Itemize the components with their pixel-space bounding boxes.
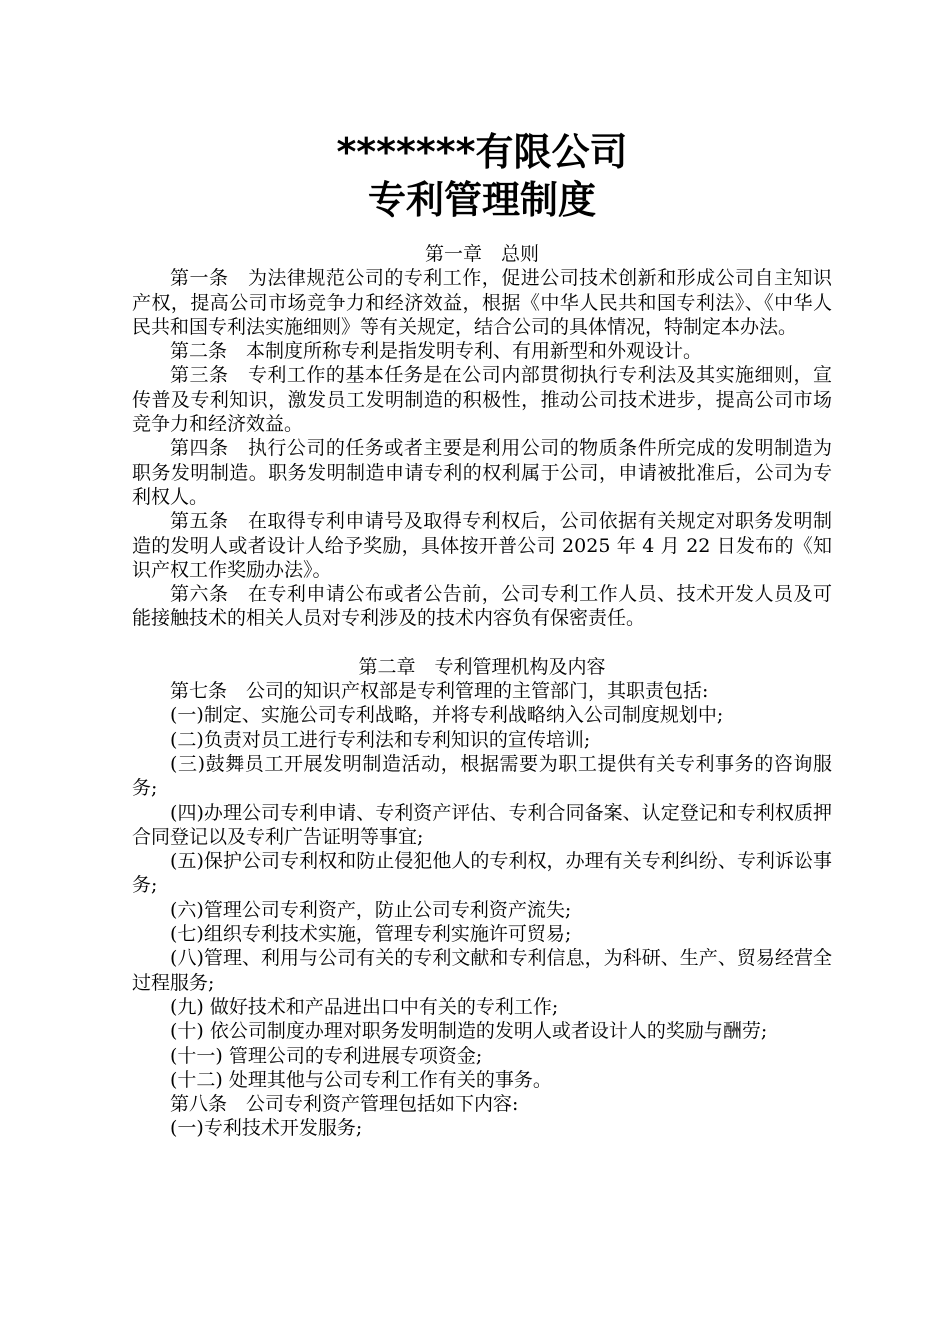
article-7-item: (九) 做好技术和产品进出口中有关的专利工作; [170, 995, 559, 1018]
article-7-item: (二)负责对员工进行专利法和专利知识的宣传培训; [170, 728, 591, 751]
article-7-item: (十) 依公司制度办理对职务发明制造的发明人或者设计人的奖励与酬劳; [170, 1020, 768, 1043]
article-7-item: (五)保护公司专利权和防止侵犯他人的专利权，办理有关专利纠纷、专利诉讼事务; [132, 850, 832, 897]
article-7-item: (四)办理公司专利申请、专利资产评估、专利合同备案、认定登记和专利权质押合同登记以及专利广告证明等事宜; [132, 801, 832, 848]
article-8: 第八条 公司专利资产管理包括如下内容: [170, 1093, 519, 1116]
article-7-item: (七)组织专利技术实施，管理专利实施许可贸易; [170, 923, 572, 946]
article-7-item: (六)管理公司专利资产，防止公司专利资产流失; [170, 898, 572, 921]
article-7-item: (十一) 管理公司的专利进展专项资金; [170, 1044, 483, 1067]
article-7-item: (十二) 处理其他与公司专利工作有关的事务。 [170, 1068, 552, 1091]
article-7: 第七条 公司的知识产权部是专利管理的主管部门，其职责包括: [170, 680, 709, 703]
document-body [132, 128, 832, 1141]
article-7-item: (八)管理、利用与公司有关的专利文献和专利信息，为科研、生产、贸易经营全过程服务; [132, 947, 832, 994]
article-7-item: (一)制定、实施公司专利战略，并将专利战略纳入公司制度规划中; [170, 704, 724, 727]
article-5: 第五条 在取得专利申请号及取得专利权后，公司依据有关规定对职务发明制造的发明人或者设计人给予奖励，具体按开普公司 2025 年 4 月 22 日发布的《知识产权工作奖励办法》。 [132, 510, 832, 581]
article-1: 第一条 为法律规范公司的专利工作，促进公司技术创新和形成公司自主知识产权，提高公司市场竞争力和经济效益，根据《中华人民共和国专利法》、《中华人民共和国专利法实施细则》等有关规定，结合公司的具体情况，特制定本办法。 [132, 267, 832, 338]
company-title: *******有限公司 [336, 130, 628, 174]
article-8-item: (一)专利技术开发服务; [170, 1117, 363, 1140]
article-7-item: (三)鼓舞员工开展发明制造活动，根据需要为职工提供有关专利事务的咨询服务; [132, 752, 832, 800]
article-4: 第四条 执行公司的任务或者主要是利用公司的物质条件所完成的发明制造为职务发明制造。职务发明制造申请专利的权利属于公司，申请被批准后，公司为专利权人。 [132, 437, 832, 508]
article-2: 第二条 本制度所称专利是指发明专利、有用新型和外观设计。 [170, 340, 703, 363]
article-3: 第三条 专利工作的基本任务是在公司内部贯彻执行专利法及其实施细则，宣传普及专利知识，激发员工发明制造的积极性，推动公司技术进步，提高公司市场竞争力和经济效益。 [132, 364, 832, 436]
chapter-1-heading: 第一章 总则 [424, 243, 539, 265]
chapter-2-heading: 第二章 专利管理机构及内容 [358, 655, 606, 678]
article-6: 第六条 在专利申请公布或者公告前，公司专利工作人员、技术开发人员及可能接触技术的相关人员对专利涉及的技术内容负有保密责任。 [132, 583, 832, 630]
document-title: 专利管理制度 [367, 178, 596, 222]
